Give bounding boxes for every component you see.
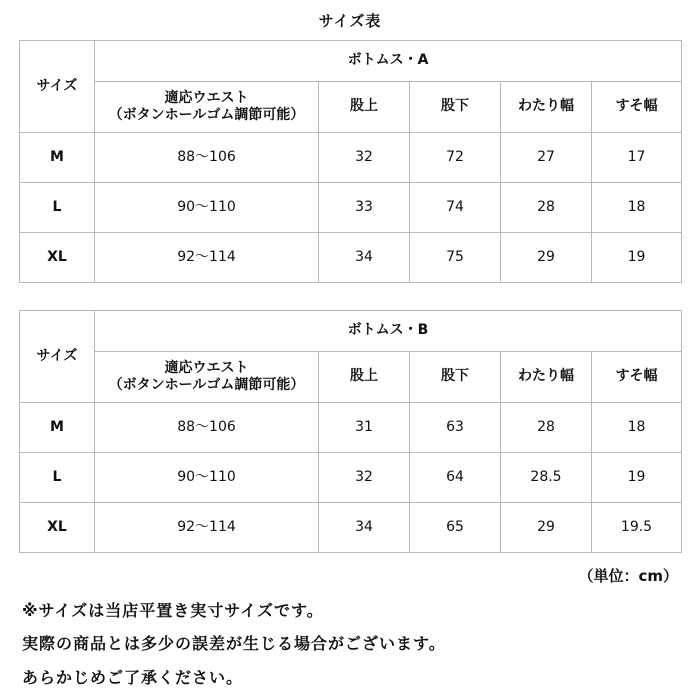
- inseam-column-header: 股下: [410, 82, 501, 133]
- rise-column-header: 股上: [319, 352, 410, 403]
- thigh-cell: 29: [501, 503, 592, 553]
- thigh-cell: 28.5: [501, 453, 592, 503]
- inseam-column-header: 股下: [410, 352, 501, 403]
- hem-cell: 19: [592, 453, 682, 503]
- table-group-header: ボトムス・A: [95, 41, 682, 82]
- size-table-b: [19, 310, 682, 553]
- thigh-cell: 28: [501, 403, 592, 453]
- waist-cell: 90～110: [95, 183, 319, 233]
- hem-cell: 17: [592, 133, 682, 183]
- table-row: [20, 133, 682, 183]
- thigh-cell: 27: [501, 133, 592, 183]
- size-column-header: サイズ: [20, 41, 95, 133]
- note-line: 実際の商品とは多少の誤差が生じる場合がございます。: [22, 634, 446, 653]
- hem-cell: 19.5: [592, 503, 682, 553]
- rise-cell: 33: [319, 183, 410, 233]
- waist-cell: 88～106: [95, 403, 319, 453]
- rise-cell: 32: [319, 133, 410, 183]
- thigh-column-header: わたり幅: [501, 352, 592, 403]
- inseam-cell: 65: [410, 503, 501, 553]
- waist-cell: 92～114: [95, 233, 319, 283]
- hem-cell: 18: [592, 403, 682, 453]
- note-line: ※サイズは当店平置き実寸サイズです。: [22, 601, 324, 620]
- hem-column-header: すそ幅: [592, 352, 682, 403]
- rise-column-header: 股上: [319, 82, 410, 133]
- inseam-cell: 72: [410, 133, 501, 183]
- waist-header-label: 適応ウエスト （ボタンホールゴム調節可能）: [108, 359, 305, 393]
- thigh-cell: 29: [501, 233, 592, 283]
- size-cell: M: [20, 133, 95, 183]
- thigh-cell: 28: [501, 183, 592, 233]
- page-title: サイズ表: [318, 12, 382, 30]
- table-row: [20, 503, 682, 553]
- waist-cell: 90～110: [95, 453, 319, 503]
- size-column-header: サイズ: [20, 311, 95, 403]
- table-row: [20, 233, 682, 283]
- inseam-cell: 64: [410, 453, 501, 503]
- size-table-a: [19, 40, 682, 283]
- waist-column-header: [95, 352, 319, 403]
- rise-cell: 34: [319, 233, 410, 283]
- hem-cell: 18: [592, 183, 682, 233]
- inseam-cell: 74: [410, 183, 501, 233]
- inseam-cell: 75: [410, 233, 501, 283]
- size-cell: M: [20, 403, 95, 453]
- thigh-column-header: わたり幅: [501, 82, 592, 133]
- inseam-cell: 63: [410, 403, 501, 453]
- size-cell: XL: [20, 503, 95, 553]
- waist-cell: 92～114: [95, 503, 319, 553]
- unit-label: （単位：cm）: [578, 567, 678, 585]
- size-cell: L: [20, 183, 95, 233]
- table-group-header: ボトムス・B: [95, 311, 682, 352]
- waist-cell: 88～106: [95, 133, 319, 183]
- rise-cell: 32: [319, 453, 410, 503]
- note-line: あらかじめご了承ください。: [22, 668, 244, 687]
- table-row: [20, 403, 682, 453]
- waist-header-label: 適応ウエスト （ボタンホールゴム調節可能）: [108, 89, 305, 123]
- rise-cell: 34: [319, 503, 410, 553]
- hem-cell: 19: [592, 233, 682, 283]
- hem-column-header: すそ幅: [592, 82, 682, 133]
- size-cell: L: [20, 453, 95, 503]
- table-row: [20, 453, 682, 503]
- size-cell: XL: [20, 233, 95, 283]
- waist-column-header: [95, 82, 319, 133]
- table-row: [20, 183, 682, 233]
- rise-cell: 31: [319, 403, 410, 453]
